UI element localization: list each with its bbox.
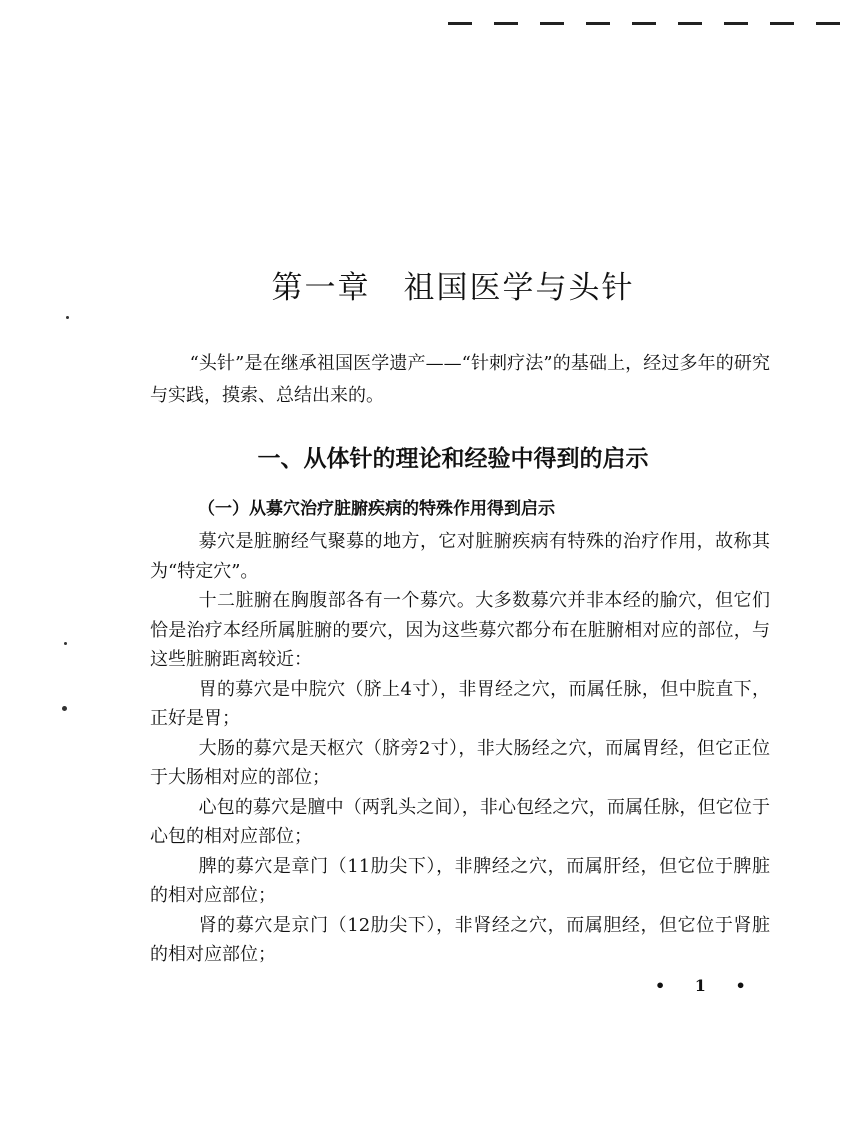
scan-speck [64,642,67,645]
scan-speck [62,706,67,711]
paragraph: 大肠的募穴是天枢穴（脐旁2寸），非大肠经之穴，而属胃经，但它正位于大肠相对应的部位； [150,737,770,788]
intro-paragraph: “头针”是在继承祖国医学遗产——“针刺疗法”的基础上，经过多年的研究与实践，摸索、总结出来的。 [150,353,770,406]
section-title: 一、从体针的理论和经验中得到的启示 [257,446,649,472]
paragraph: 心包的募穴是膻中（两乳头之间），非心包经之穴，而属任脉，但它位于心包的相对应部位； [150,796,770,847]
page-number: • 1 • [655,976,758,995]
paragraph: 肾的募穴是京门（12肋尖下），非肾经之穴，而属胆经，但它位于肾脏的相对应部位； [150,914,770,965]
paragraph: 十二脏腑在胸腹部各有一个募穴。大多数募穴并非本经的腧穴，但它们恰是治疗本经所属脏腑的要穴，因为这些募穴都分布在脏腑相对应的部位，与这些脏腑距离较近： [150,590,770,670]
body-text [150,494,770,970]
paragraph: 脾的募穴是章门（11肋尖下），非脾经之穴，而属肝经，但它位于脾脏的相对应部位； [150,855,770,906]
paragraph: 募穴是脏腑经气聚募的地方，它对脏腑疾病有特殊的治疗作用，故称其为“特定穴”。 [150,531,770,582]
subsection-title: （一）从募穴治疗脏腑疾病的特殊作用得到启示 [198,499,555,519]
scan-speck [66,316,69,319]
header-rule [448,22,858,25]
chapter-title: 第一章 祖国医学与头针 [271,270,635,306]
paragraph: 胃的募穴是中脘穴（脐上4寸），非胃经之穴，而属任脉，但中脘直下，正好是胃； [150,678,770,729]
